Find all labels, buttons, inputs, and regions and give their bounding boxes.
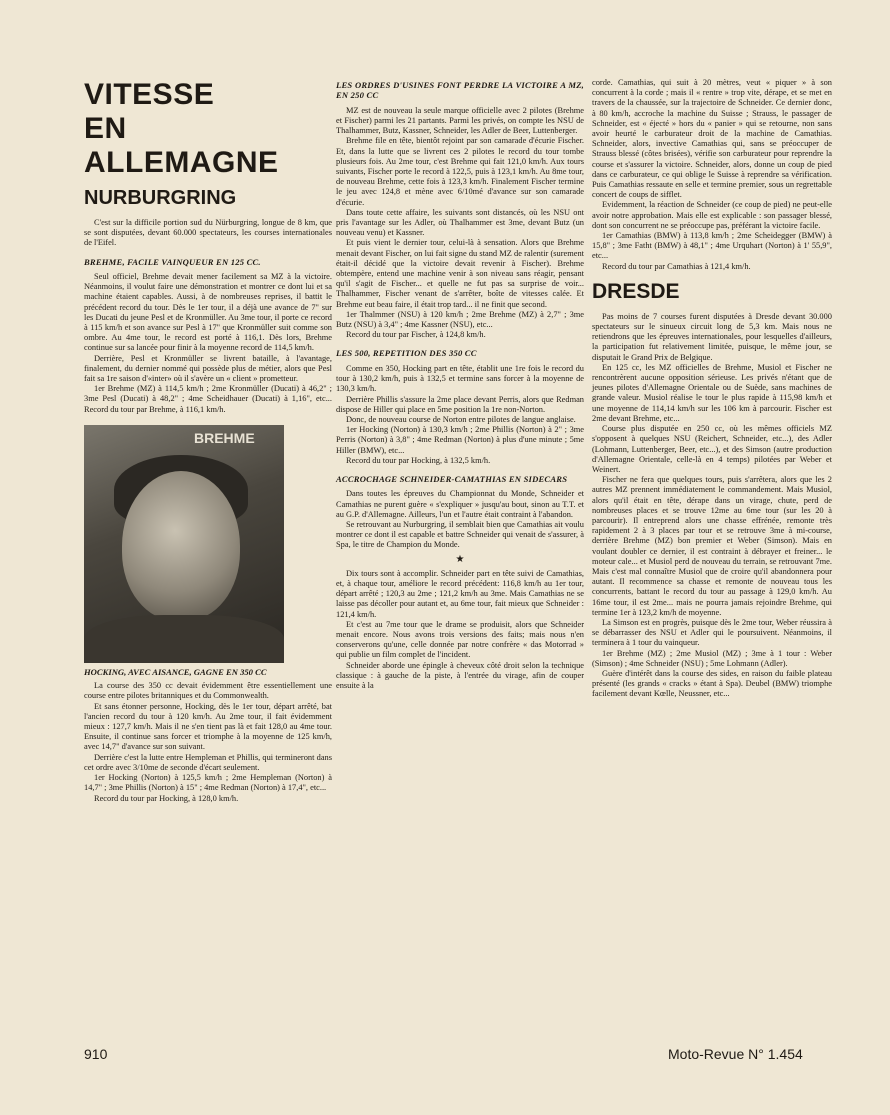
paragraph: corde. Camathias, qui suit à 20 mètres, veut « piquer » à son concurrent à la corde ; mais il « rentre » trop vite, dérape, et se met en travers de la chaussée, sur la trajectoire de Schneider. Ce dernier donc, à 80 km/h, accroche la machine du Suisse ; Strauss, le passager de Schneider, est « éjecté » hors du « panier » qui se retourne, non sans avoir heurté le carburateur droit de la machine de Camathias. Schneider, alors, invective Camathias qui, sans se préoccuper de Strauss blessé (côtes brisées), vérifie son carburateur pour reprendre la course et s'assurer la victoire. Schneider, alors, donne un coup de pied dans ce carburateur, ce qui oblige le Suisse à reprendre sa vérification. Puis Camathias ressaute en selle et termine premier, sous un regrettable concert de coups de sifflet. bbox=[592, 78, 832, 200]
paragraph: Schneider aborde une épingle à cheveux côté droit selon la technique classique : à gauche de la piste, à l'entrée du virage, afin de couper ensuite à la bbox=[336, 660, 584, 690]
photo-face bbox=[122, 471, 240, 621]
paragraph: Dans toutes les épreuves du Championnat du Monde, Schneider et Camathias ne purent guère « s'expliquer » jusqu'au bout, sinon au T.T. et au G.P. d'Allemagne. Ailleurs, l'un et l'autre était contraint à l'abandon. bbox=[336, 489, 584, 519]
paragraph: Derrière, Pesl et Kronmüller se livrent bataille, à l'avantage, finalement, du dernier nommé qui possède plus de métier, alors que Pesl fait sa 1re saison d'«inter» où il s'avère un « client » prometteur. bbox=[84, 353, 332, 384]
paragraph: 1er Hocking (Norton) à 125,5 km/h ; 2me Hempleman (Norton) à 14,7" ; 3me Phillis (Norton) à 15" ; 4me Redman (Norton) à 17,4", etc... bbox=[84, 773, 332, 793]
paragraph: Record du tour par Fischer, à 124,8 km/h. bbox=[346, 330, 486, 340]
subheading-sidecars: ACCROCHAGE SCHNEIDER-CAMATHIAS EN SIDECARS bbox=[336, 473, 568, 484]
column-1 bbox=[84, 78, 332, 804]
paragraph: Dans toute cette affaire, les suivants sont distancés, où les NSU ont pris l'avantage sur les Adler, où Thalhammer est 3me, devant Butz (un nouveau venu) et Kassner. bbox=[336, 207, 584, 238]
paragraph: Pas moins de 7 courses furent disputées à Dresde devant 30.000 spectateurs sur le sinueux circuit long de 5,3 km. Mais nous ne retiendrons que les épreuves internationales, pour lesquelles d'ailleurs, la participation fut relativement limitée, puisque, le même jour, se disputait le Grand Prix de Belgique. bbox=[592, 311, 832, 362]
section-heading-nurburgring: NURBURGRING bbox=[84, 187, 237, 209]
paragraph: Record du tour par Hocking, à 128,0 km/h. bbox=[94, 793, 239, 803]
paragraph: Et sans étonner personne, Hocking, dès le 1er tour, départ arrêté, bat l'ancien record du tour à 120 km/h. Au 2me tour, il fait évidemment mieux : 127,7 km/h. Mais il ne s'en tient pas là et fait 128,0 au 4me tour. Ensuite, il continue sans forcer et triomphe à la moyenne de 125 km/h, avec 14,7" d'avance sur son suivant. bbox=[84, 701, 332, 752]
title-line-2: EN bbox=[84, 112, 127, 145]
photo-hocking bbox=[84, 425, 284, 663]
paragraph: Se retrouvant au Nurburgring, il semblait bien que Camathias ait voulu montrer ce dont il est capable et battre Schneider qui venait de s'assurer, à Spa, le titre de Champion du Monde. bbox=[336, 519, 584, 550]
photo-body bbox=[84, 615, 284, 663]
paragraph: Dix tours sont à accomplir. Schneider part en tête suivi de Camathias, et, à chaque tour, améliore le record précédent: 116,8 km/h au 1er tour, départ arrêté ; 120,3 au 2me ; 121,2 km/h au 3me. Mais Camathias ne se laisse pas décoller pour autant et, au 6me tour, fait mieux que Schneider : 121,4 km/h. bbox=[336, 568, 584, 619]
paragraph: Derrière c'est la lutte entre Hempleman et Phillis, qui termineront dans cet ordre avec 3/10me de seconde d'écart seulement. bbox=[84, 752, 332, 772]
paragraph: Course plus disputée en 250 cc, où les mêmes officiels MZ s'opposent à quelques NSU (Reichert, Schneider, etc...), des Adler (Lohmann, Luttenberger, Beer, etc...), et des Simson (autre production d'Allemagne Orientale, celle-là en 4 temps) pilotées par Weber et Weinert. bbox=[592, 424, 832, 474]
paragraph: 1er Thalmmer (NSU) à 120 km/h ; 2me Brehme (MZ) à 2,7" ; 3me Butz (NSU) à 3,4" ; 4me Kassner (NSU), etc... bbox=[336, 309, 584, 330]
paragraph: Et c'est au 7me tour que le drame se produisit, alors que Schneider menait encore. Nous avons trois versions des faits; mais nous n'en conserverons qu'une, celle donnée par notre confrère « das Motorrad » qui publie un film complet de l'incident. bbox=[336, 619, 584, 660]
paragraph: Guère d'intérêt dans la course des sides, en raison du faible plateau présenté (les grands « cracks » étant à Spa). Deubel (BMW) triomphe facilement devant Kœlle, Neussner, etc... bbox=[592, 668, 832, 699]
paragraph: 1er Brehme (MZ) ; 2me Musiol (MZ) ; 3me à 1 tour : Weber (Simson) ; 4me Schneider (NSU) ; 5me Lohmann (Adler). bbox=[592, 648, 832, 668]
paragraph: Evidemment, la réaction de Schneider (ce coup de pied) ne peut-elle avoir notre approbation. Mais elle est explicable : son passager blessé, dont son concurrent ne se préoccupe pas, préférant la victoire facile. bbox=[592, 200, 832, 230]
photo-caption: HOCKING, AVEC AISANCE, GAGNE EN 350 CC bbox=[84, 666, 267, 677]
subheading-125cc: BREHME, FACILE VAINQUEUR EN 125 CC. bbox=[84, 256, 261, 267]
magazine-issue: Moto-Revue N° 1.454 bbox=[668, 1046, 803, 1062]
paragraph: Seul officiel, Brehme devait mener facilement sa MZ à la victoire. Néanmoins, il voulut faire une démonstration et montrer ce dont lui et sa machine étaient capables. Aussi, à de nombreuses reprises, il battit le précédent record du tour. Dès le 1er tour, il a déjà une avance de 7" sur les Ducati du jeune Pesl et de Kronmüller. Au 3me tour, il porte ce record à 115 km/h et son avance sur Pesl à 17" que Kronmüller suit comme son ombre. Au 4me tour, le record est porté à 116,1. Dès lors, Brehme continue sur sa lancée pour finir à la moyenne record de 114,5 km/h. bbox=[84, 272, 332, 353]
title-line-3: ALLEMAGNE bbox=[84, 146, 279, 179]
subheading-250cc: LES ORDRES D'USINES FONT PERDRE LA VICTOIRE A MZ, EN 250 CC bbox=[336, 80, 584, 101]
paragraph: La Simson est en progrès, puisque dès le 2me tour, Weber réussira à se débarrasser des NSU et Adler qui le poursuivent. Néanmoins, il terminera à 1 tour du vainqueur. bbox=[592, 617, 832, 648]
photo-label: BREHME bbox=[194, 429, 255, 446]
paragraph: Brehme file en tête, bientôt rejoint par son camarade d'écurie Fischer. Et, dans la lutte que se livrent ces 2 pilotes le record du tour tombe plusieurs fois. Au 2me tour, c'est Brehme qui fait 121,0 km/h. Aux tours suivants, Fischer porte le record à 122,5, puis à 123,1 km/h. Au 8me tour, de nouveau Brehme, cette fois à 123,3 km/h. Finalement Fischer termine le jeu avec 124,8 et mène avec 6/10mé d'avance sur son camarade d'écurie. bbox=[336, 136, 584, 207]
paragraph: Derrière Phillis s'assure la 2me place devant Perris, alors que Redman dispose de Hiller qui place en 5me position la 1re non-Norton. bbox=[336, 394, 584, 414]
paragraph: 1er Hocking (Norton) à 130,3 km/h ; 2me Phillis (Norton) à 2" ; 3me Perris (Norton) à 3,8" ; 4me Redman (Norton) à plus d'une minute ; 5me Hiller (BMW), etc... bbox=[336, 425, 584, 455]
title-line-1: VITESSE bbox=[84, 78, 215, 111]
star-separator: ★ bbox=[455, 553, 465, 565]
section-heading-dresde: DRESDE bbox=[592, 279, 680, 303]
column-2 bbox=[336, 80, 584, 691]
subheading-500cc: LES 500, REPETITION DES 350 CC bbox=[336, 348, 477, 359]
paragraph: Record du tour par Camathias à 121,4 km/h. bbox=[602, 261, 751, 271]
column-3 bbox=[592, 78, 832, 700]
paragraph: Et puis vient le dernier tour, celui-là à sensation. Alors que Brehme menait devant Fischer, on lui fait signe du stand MZ de ralentir (surement était-il décidé que la victoire devait revenir à Fischer). Brehme obtempère, entend une machine venir à son niveau sans réagir, pensant qu'il s'agit de Fischer... et quelle ne fut pas sa surprise de voir... Thalhammer, Fischer venant de s'arrêter, boîte de vitesses calée. Et Brehme eut beau faire, il était trop tard... il ne finit que second. bbox=[336, 238, 584, 309]
paragraph: MZ est de nouveau la seule marque officielle avec 2 pilotes (Brehme et Fischer) parmi les 21 partants. Parmi les privés, on compte les NSU de Thalhammer, Butz, Kassner, Schneider, les Adler de Beer, Luttenberger. bbox=[336, 105, 584, 136]
paragraph: Record du tour par Hocking, à 132,5 km/h. bbox=[346, 455, 491, 465]
paragraph: En 125 cc, les MZ officielles de Brehme, Musiol et Fischer ne rencontrèrent aucune opposition sérieuse. Les privés n'étant que de jeunes pilotes d'Allemagne Orientale ou de Suède, sans machines de grande valeur. Musiol réalise le tour le plus rapide à 115,98 km/h et une moyenne de 114,14 km/h sur les 106 km à parcourir. Fischer est 2me devant Brehme, etc... bbox=[592, 362, 832, 423]
intro-paragraph: C'est sur la difficile portion sud du Nürburgring, longue de 8 km, que se sont disputées, devant 60.000 spectateurs, les courses internationales de l'Eifel. bbox=[84, 218, 332, 248]
page-number: 910 bbox=[84, 1046, 108, 1062]
paragraph: Comme en 350, Hocking part en tête, établit une 1re fois le record du tour à 130,2 km/h, puis à 132,5 et termine sans forcer à la moyenne de 130,3 km/h. bbox=[336, 363, 584, 394]
paragraph: La course des 350 cc devait évidemment être essentiellement une course entre pilotes britanniques et du Commonwealth. bbox=[84, 681, 332, 701]
paragraph: 1er Brehme (MZ) à 114,5 km/h ; 2me Kronmüller (Ducati) à 46,2" ; 3me Pesl (Ducati) à 48,2" ; 4me Scheidhauer (Ducati) à 1,16", etc... Record du tour par Brehme, à 116,1 km/h. bbox=[84, 384, 332, 414]
article-title bbox=[84, 78, 332, 180]
paragraph: 1er Camathias (BMW) à 113,8 km/h ; 2me Scheidegger (BMW) à 15,8" ; 3me Fatht (BMW) à 48,1" ; 4me Urquhart (Norton) à 1' 55,9", etc... bbox=[592, 231, 832, 261]
paragraph: Donc, de nouveau course de Norton entre pilotes de langue anglaise. bbox=[346, 414, 576, 424]
paragraph: Fischer ne fera que quelques tours, puis s'arrêtera, alors que les 2 autres MZ prennent immédiatement le commandement. Mais Musiol, alors qu'il était en tête, dérape dans un virage, chute, perd de nombreuses places et se trouve 12me au 6me tour (sur les 20 à parcourir). Il entreprend alors une chasse effrénée, remonte très rapidement 2 à 3 places par tour et se retrouve 3me à mi-course, derrière Brehme (MZ) bon premier et Weber (Simson). Mais en voulant doubler ce dernier, il est contraint à débrayer et freiner... le moteur cale... et Musiol perd de nouveau du terrain, se retrouvant 7me. Mais c'est mal connaître Musiol que de croire qu'il abandonnera pour autant. Il recommence sa chasse et remonte de nouveau tous les concurrents, battant le record du tour au passage à 129,0 km/h. Au 16me tour, il est 2me... mais ne pourra jamais rejoindre Brehme, qui termine 1er à 123,2 km/h de moyenne. bbox=[592, 475, 832, 617]
